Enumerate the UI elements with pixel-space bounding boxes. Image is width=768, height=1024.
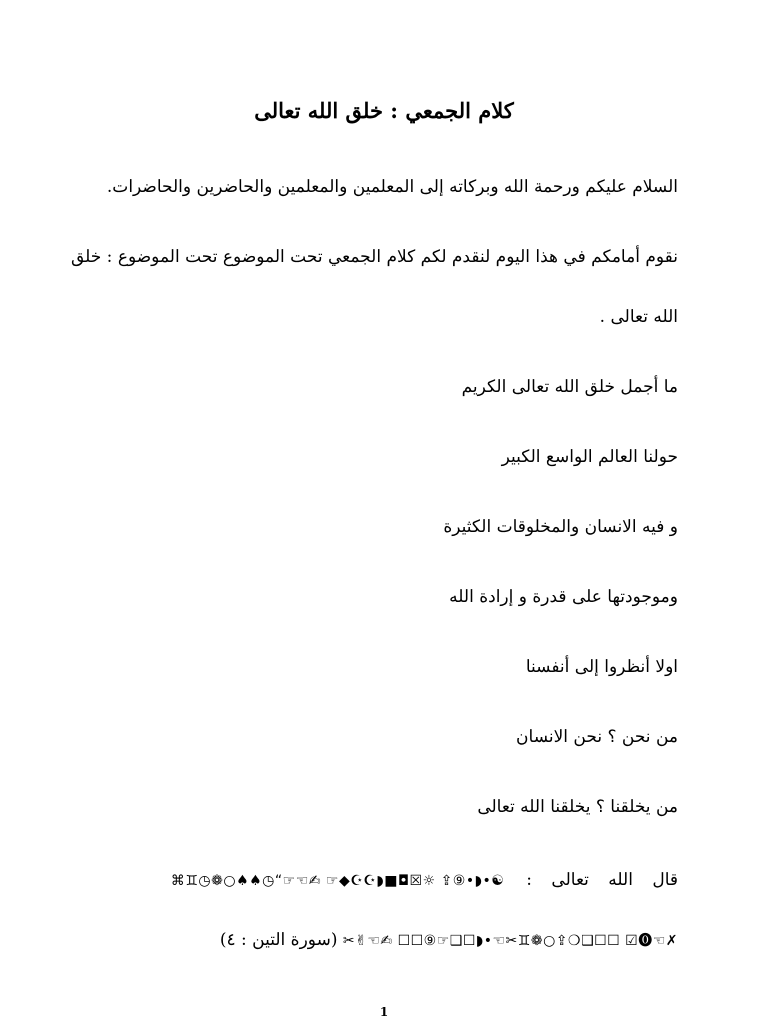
poem-line-6: من نحن ؟ نحن الانسان (516, 727, 678, 747)
quran-glyphs-1: ⌘♊︎◷❁○♠♠◷“☞☜✍ ☞◆☪☪◗■◘☒☼ ⇪⑨•◗•☯ (170, 873, 505, 889)
quran-verse-line-2 (88, 926, 678, 955)
poem-line-5: اولا أنظروا إلى أنفسنا (525, 657, 678, 677)
greeting-line: السلام عليكم ورحمة الله وبركاته إلى المعلمين والمعلمين والحاضرين والحاضرات. (106, 177, 678, 197)
poem-line-3: و فيه الانسان والمخلوقات الكثيرة (443, 517, 678, 537)
poem-line-2: حولنا العالم الواسع الكبير (501, 447, 678, 467)
intro-line-1: نقوم أمامكم في هذا اليوم لنقدم لكم كلام الجمعي تحت الموضوع تحت الموضوع : خلق (70, 247, 678, 267)
page-number: 1 (379, 1005, 389, 1019)
quran-intro: قال الله تعالى : (526, 870, 678, 890)
poem-line-4: وموجودتها على قدرة و إرادة الله (449, 587, 678, 607)
quran-source: (سورة التين : ٤) (219, 930, 338, 950)
document-title: كلام الجمعي : خلق الله تعالى (254, 98, 514, 123)
poem-line-7: من يخلقنا ؟ يخلقنا الله تعالى (477, 797, 678, 817)
poem-line-1: ما أجمل خلق الله تعالى الكريم (461, 377, 678, 397)
quran-glyphs-2: ✂✌☜✍ ☐☐⑨☞❑☐◗•☜✂♊︎❁○⇪❍❑☐☐ ☑⓿☜✗ (342, 933, 678, 949)
intro-line-2: الله تعالى . (599, 307, 678, 327)
quran-verse-line-1 (88, 866, 678, 895)
